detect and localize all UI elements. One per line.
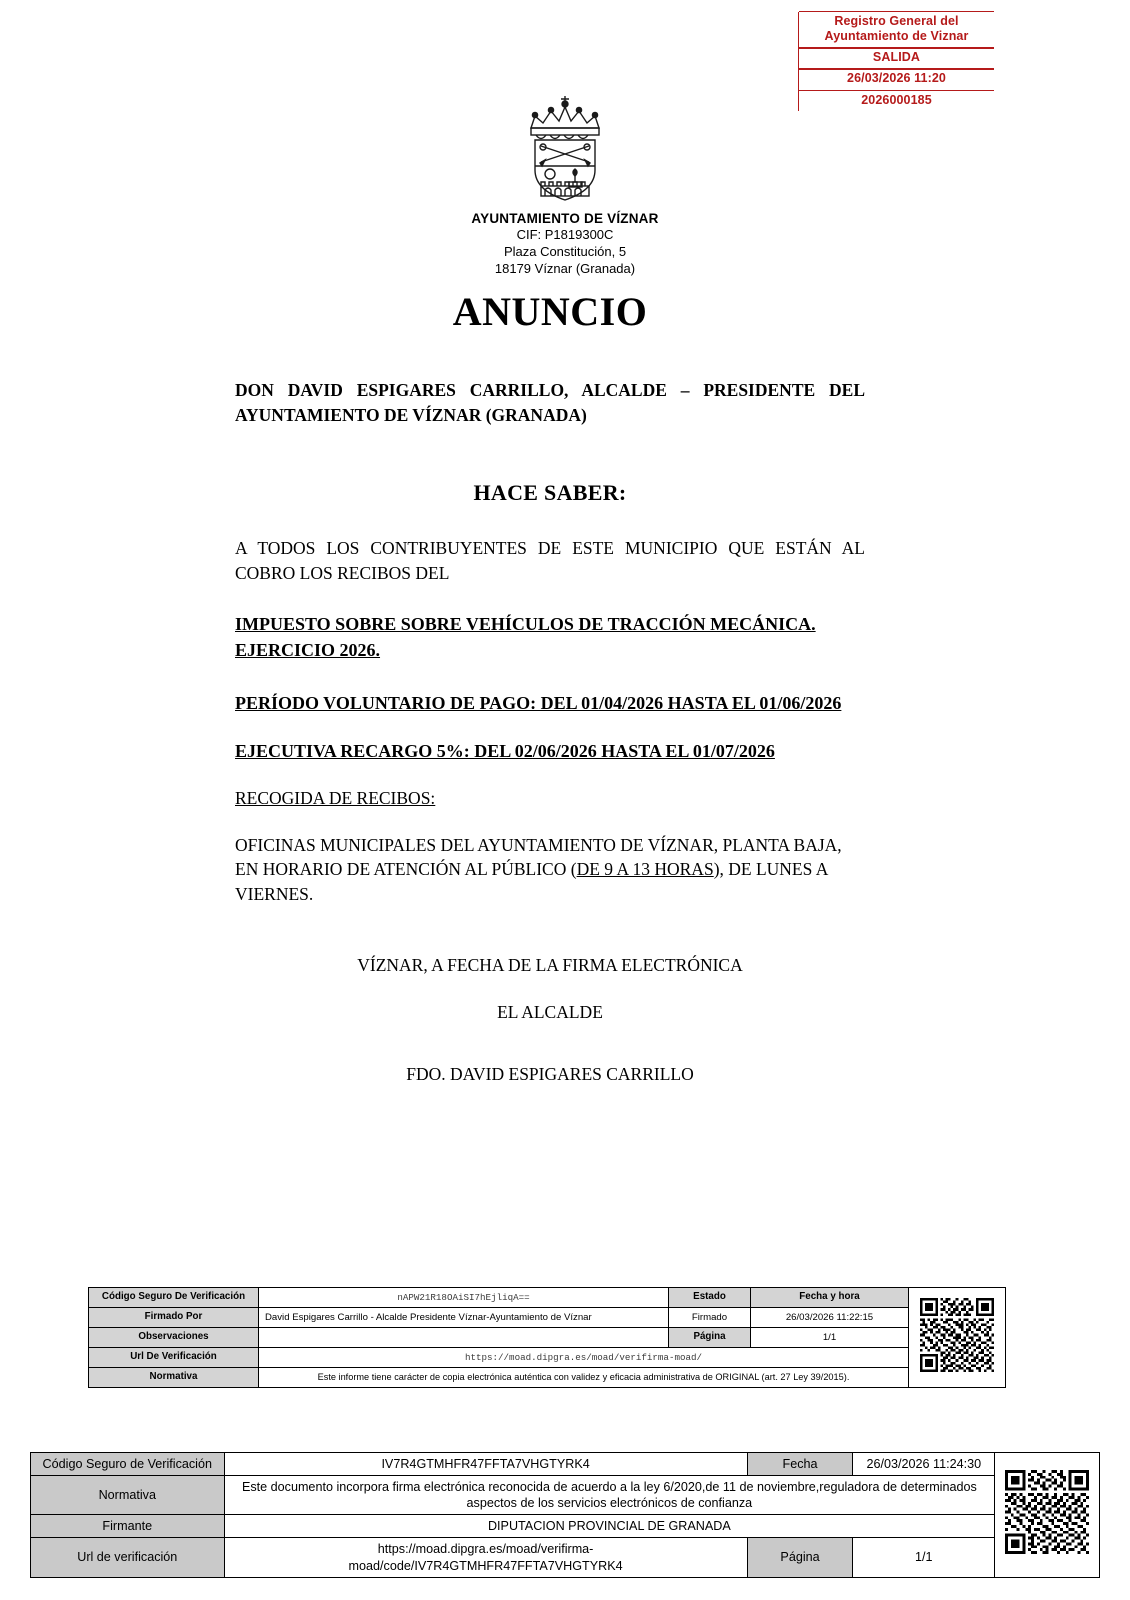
qr-code-icon <box>1005 1470 1089 1559</box>
label-signed-by-1: Firmado Por <box>89 1308 259 1328</box>
verification-block-2 <box>30 1452 1100 1578</box>
table-row <box>89 1308 909 1328</box>
collection-hours: DE 9 A 13 HORAS <box>576 859 714 880</box>
registry-stamp-org-line1: Registro General del <box>834 13 959 28</box>
verification-table-1 <box>88 1287 909 1388</box>
table-row <box>89 1348 909 1368</box>
table-row <box>89 1288 909 1308</box>
value-url-2-line2: moad/code/IV7R4GTMHFR47FFTA7VHGTYRK4 <box>348 1558 623 1573</box>
value-signed-by-1: David Espigares Carrillo - Alcalde Presidente Víznar-Ayuntamiento de Víznar <box>259 1308 669 1328</box>
value-csv-1: nAPW21R18OAiSI7hEjliqA== <box>259 1288 669 1308</box>
value-url-2-line1: https://moad.dipgra.es/moad/verifirma- <box>377 1542 594 1557</box>
letterhead-cif: CIF: P1819300C <box>516 227 614 242</box>
collection-label-text: RECOGIDA DE RECIBOS: <box>235 787 436 808</box>
authority-line-2: AYUNTAMIENTO DE VÍZNAR (GRANADA) <box>235 404 587 425</box>
tax-heading-line-2: EJERCICIO 2026. <box>235 640 381 661</box>
coat-of-arms-icon <box>0 88 1130 208</box>
value-date-2: 26/03/2026 11:24:30 <box>853 1453 995 1476</box>
registry-stamp-type: SALIDA <box>799 47 994 70</box>
table-row <box>31 1453 995 1476</box>
authority-line-1: DON DAVID ESPIGARES CARRILLO, ALCALDE – PRESIDENTE DEL <box>235 380 865 400</box>
label-regulation-1: Normativa <box>89 1368 259 1388</box>
collection-details <box>235 833 865 908</box>
collection-text-after: ), DE LUNES A VIERNES. <box>235 859 828 905</box>
table-row <box>89 1328 909 1348</box>
letterhead <box>0 88 1130 277</box>
label-datetime-1: Fecha y hora <box>751 1288 909 1308</box>
value-regulation-1: Este informe tiene carácter de copia electrónica auténtica con validez y eficacia administrativa de ORIGINAL (art. 27 Ley 39/2015). <box>259 1368 909 1388</box>
value-status-1: Firmado <box>669 1308 751 1328</box>
page-title: ANUNCIO <box>452 289 648 334</box>
label-observations-1: Observaciones <box>89 1328 259 1348</box>
letterhead-locality: 18179 Víznar (Granada) <box>494 261 636 277</box>
label-csv-2: Código Seguro de Verificación <box>31 1453 225 1476</box>
value-regulation-2: Este documento incorpora firma electrónica reconocida de acuerdo a la ley 6/2020,de 11 de noviembre,reguladora de determinados aspectos de los servicios electrónicos de confianza <box>224 1476 995 1515</box>
executive-period: EJECUTIVA RECARGO 5%: DEL 02/06/2026 HASTA EL 01/07/2026 <box>235 740 775 761</box>
signed-by-name: FDO. DAVID ESPIGARES CARRILLO <box>406 1064 694 1085</box>
label-regulation-2: Normativa <box>31 1476 225 1515</box>
collection-label <box>235 786 865 811</box>
table-row <box>89 1368 909 1388</box>
registry-stamp-org-line2: Ayuntamiento de Viznar <box>824 29 969 44</box>
table-row <box>31 1515 995 1538</box>
label-csv-1: Código Seguro De Verificación <box>89 1288 259 1308</box>
registry-stamp-organization <box>799 11 994 49</box>
verification-block-1 <box>88 1287 1024 1388</box>
tax-heading-line-1: IMPUESTO SOBRE SOBRE VEHÍCULOS DE TRACCIÓN MECÁNICA. <box>235 614 816 635</box>
value-url-1[interactable]: https://moad.dipgra.es/moad/verifirma-moad/ <box>259 1348 909 1368</box>
collection-text-before: OFICINAS MUNICIPALES DEL AYUNTAMIENTO DE VÍZNAR, PLANTA BAJA, EN HORARIO DE ATENCIÓN AL PÚBLICO ( <box>235 834 842 880</box>
label-page-2: Página <box>747 1538 853 1577</box>
value-url-2[interactable] <box>224 1538 747 1577</box>
value-observations-1 <box>259 1328 669 1348</box>
value-signer-2: DIPUTACION PROVINCIAL DE GRANADA <box>224 1515 995 1538</box>
place-and-date: VÍZNAR, A FECHA DE LA FIRMA ELECTRÓNICA <box>357 955 743 976</box>
declaration-heading: HACE SABER: <box>473 479 627 505</box>
label-date-2: Fecha <box>747 1453 853 1476</box>
label-signer-2: Firmante <box>31 1515 225 1538</box>
label-page-1: Página <box>669 1328 751 1348</box>
intro-paragraph: A TODOS LOS CONTRIBUYENTES DE ESTE MUNICIPIO QUE ESTÁN AL COBRO LOS RECIBOS DEL <box>235 537 865 583</box>
verification-table-2 <box>30 1452 995 1578</box>
value-page-1: 1/1 <box>751 1328 909 1348</box>
qr-code-icon <box>920 1298 994 1377</box>
document-body <box>235 289 865 1087</box>
label-status-1: Estado <box>669 1288 751 1308</box>
value-datetime-1: 26/03/2026 11:22:15 <box>751 1308 909 1328</box>
value-page-2: 1/1 <box>853 1538 995 1577</box>
letterhead-address: Plaza Constitución, 5 <box>503 244 627 260</box>
signer-role: EL ALCALDE <box>497 1001 603 1022</box>
letterhead-name: AYUNTAMIENTO DE VÍZNAR <box>471 211 659 226</box>
registry-stamp-datetime: 26/03/2026 11:20 <box>799 68 994 91</box>
voluntary-period: PERÍODO VOLUNTARIO DE PAGO: DEL 01/04/2026 HASTA EL 01/06/2026 <box>235 692 842 713</box>
label-url-1: Url De Verificación <box>89 1348 259 1368</box>
table-row <box>31 1476 995 1515</box>
registry-stamp-number: 2026000185 <box>799 90 994 112</box>
table-row <box>31 1538 995 1577</box>
value-csv-2: IV7R4GTMHFR47FFTA7VHGTYRK4 <box>224 1453 747 1476</box>
qr-code-2[interactable] <box>995 1452 1100 1578</box>
label-url-2: Url de verificación <box>31 1538 225 1577</box>
tax-heading <box>235 611 865 663</box>
qr-code-1[interactable] <box>909 1287 1006 1388</box>
